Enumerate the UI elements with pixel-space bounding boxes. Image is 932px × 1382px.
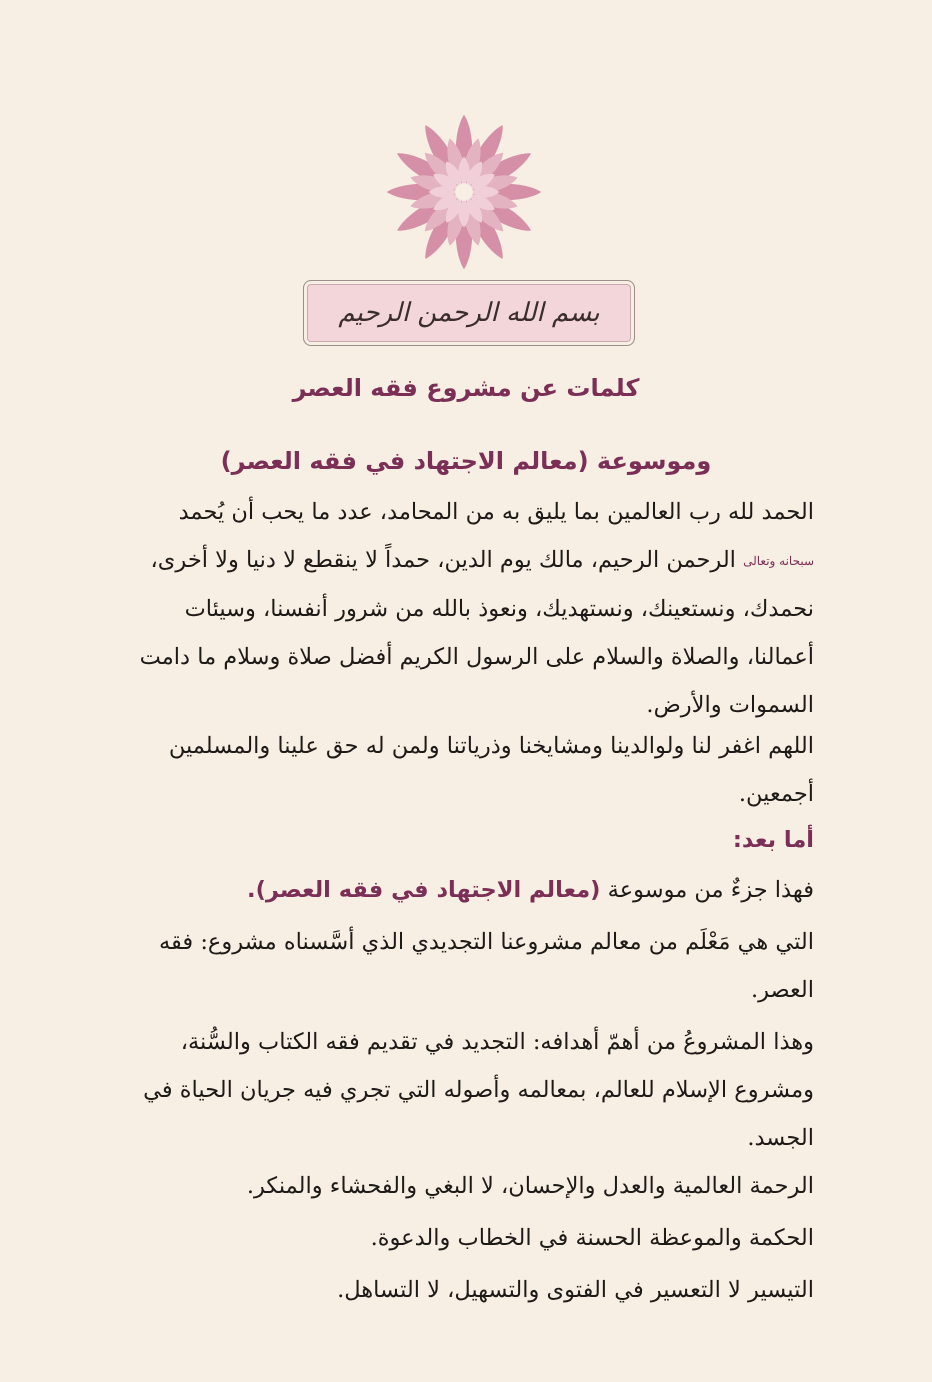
flower-ornament-icon bbox=[380, 108, 548, 276]
paragraph-goals bbox=[96, 1018, 814, 1162]
paragraph-project bbox=[96, 918, 814, 1014]
text-line: ومشروع الإسلام للعالم، بمعالمه وأصوله التي تجري فيه جريان الحياة في bbox=[143, 1077, 814, 1103]
text-line: الرحمة العالمية والعدل والإحسان، لا البغي والفحشاء والمنكر. bbox=[246, 1173, 814, 1199]
paragraph-wisdom bbox=[96, 1214, 814, 1262]
text-line: التيسير لا التعسير في الفتوى والتسهيل، لا التساهل. bbox=[337, 1277, 814, 1303]
text-line-content: فهذا جزءٌ من موسوعة bbox=[607, 877, 814, 903]
paragraph-ease bbox=[96, 1266, 814, 1314]
text-line-content: الرحمن الرحيم، مالك يوم الدين، حمداً لا ينقطع لا دنيا ولا أخرى، bbox=[150, 547, 736, 573]
text-line: الجسد. bbox=[747, 1125, 814, 1151]
section-lead: أما بعد: bbox=[732, 827, 814, 853]
page-subtitle: وموسوعة (معالم الاجتهاد في فقه العصر) bbox=[220, 447, 712, 475]
text-line: التي هي مَعْلَم من معالم مشروعنا التجديدي الذي أسَّسناه مشروع: فقه bbox=[158, 929, 814, 955]
paragraph-mercy bbox=[96, 1162, 814, 1210]
paragraph-amma-baad bbox=[96, 816, 814, 864]
text-line: وهذا المشروعُ من أهمّ أهدافه: التجديد في تقديم فقه الكتاب والسُّنة، bbox=[180, 1029, 814, 1055]
paragraph-encyclopedia bbox=[96, 866, 814, 914]
paragraph-supplication bbox=[96, 722, 814, 818]
text-line: أعمالنا، والصلاة والسلام على الرسول الكريم أفضل صلاة وسلام ما دامت bbox=[139, 644, 814, 670]
paragraph-praise bbox=[96, 488, 814, 729]
text-line bbox=[96, 536, 814, 585]
encyclopedia-title: (معالم الاجتهاد في فقه العصر). bbox=[247, 877, 601, 903]
text-line: السموات والأرض. bbox=[646, 692, 814, 718]
text-line: اللهم اغفر لنا ولوالدينا ومشايخنا وذرياتنا ولمن له حق علينا والمسلمين bbox=[168, 733, 814, 759]
text-line: الحمد لله رب العالمين بما يليق به من المحامد، عدد ما يحب أن يُحمد bbox=[178, 499, 814, 525]
honorific-glyph: سبحانه وتعالى bbox=[743, 554, 814, 568]
basmala-calligraphy: بسم الله الرحمن الرحيم bbox=[338, 298, 600, 328]
text-line: الحكمة والموعظة الحسنة في الخطاب والدعوة. bbox=[370, 1225, 814, 1251]
text-line bbox=[96, 866, 814, 914]
text-line: أجمعين. bbox=[738, 781, 814, 807]
basmala-frame bbox=[303, 280, 635, 346]
text-line: نحمدك، ونستعينك، ونستهديك، ونعوذ بالله من شرور أنفسنا، وسيئات bbox=[184, 596, 814, 622]
text-line: العصر. bbox=[750, 977, 814, 1003]
page-title: كلمات عن مشروع فقه العصر bbox=[292, 374, 640, 402]
